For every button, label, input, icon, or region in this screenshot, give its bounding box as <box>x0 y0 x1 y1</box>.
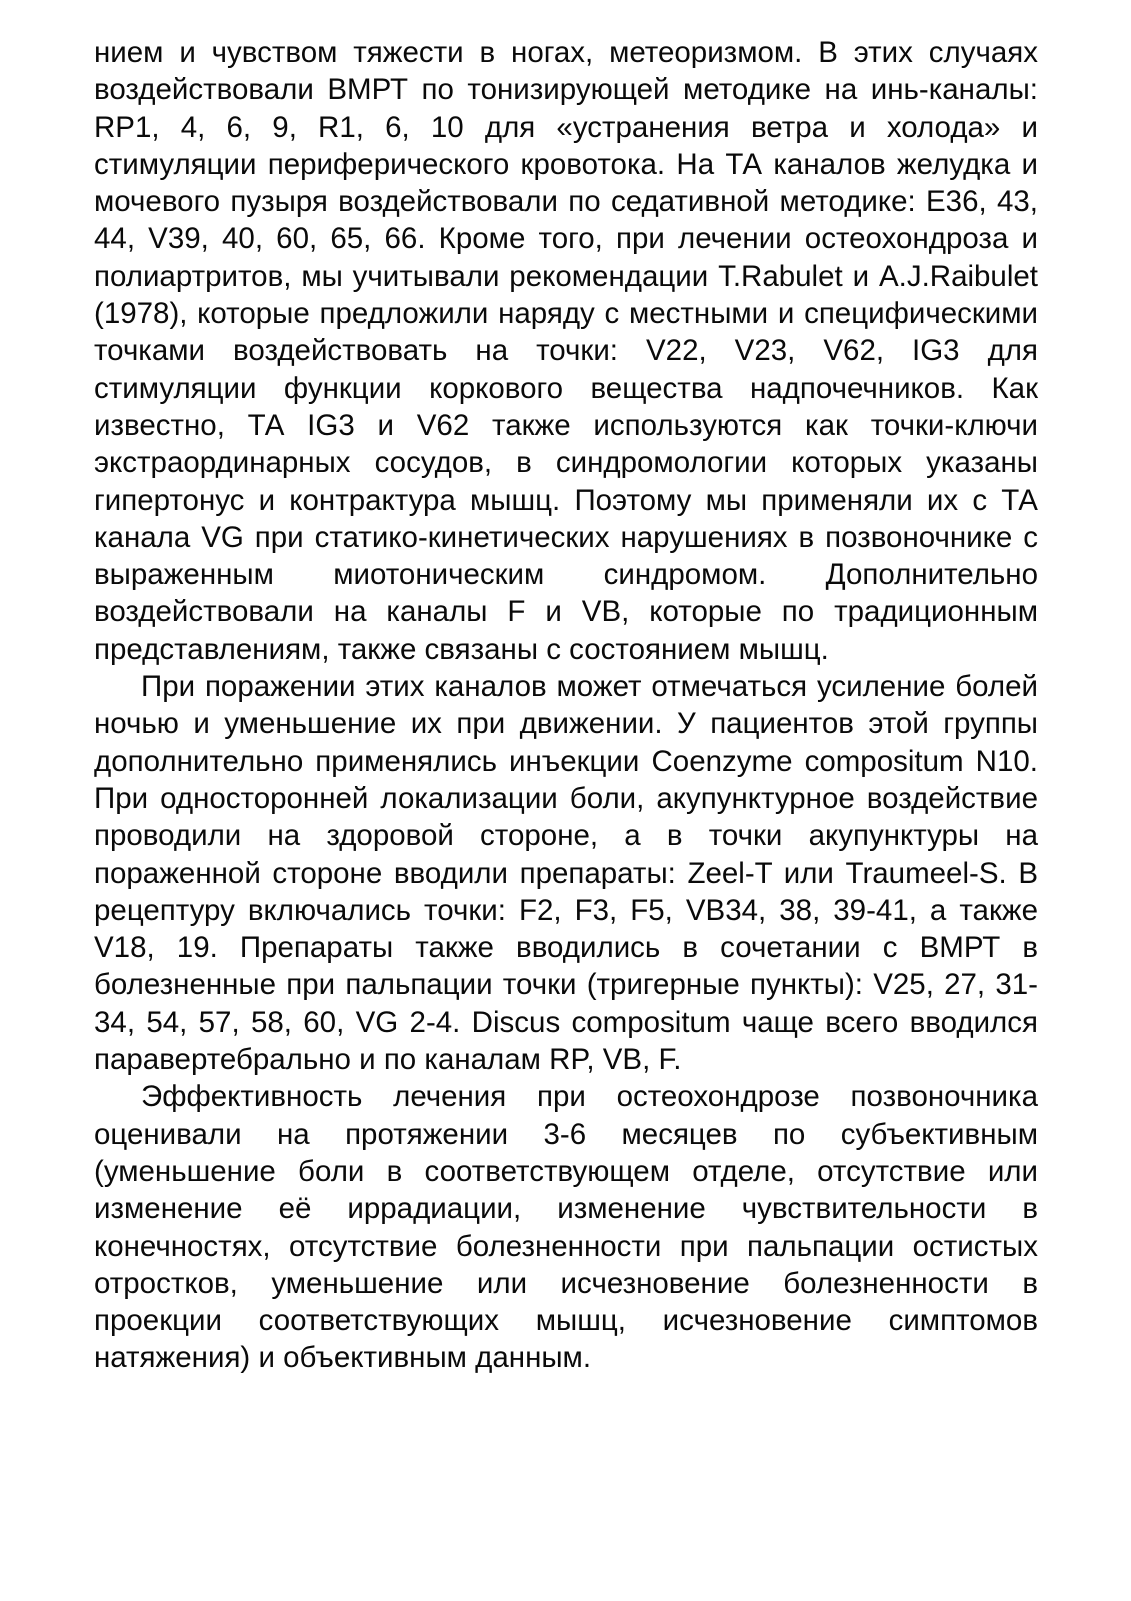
paragraph: Эффективность лечения при остеохондрозе позвоночника оценивали на протяжении 3-6 месяцев по субъективным (уменьшение боли в соответствующем отделе, отсутствие или изменение её иррадиации, изменение чувствительности в конечностях, отсутствие болезненности при пальпации остистых отростков, уменьшение или исчезновение болезненности в проекции соответствующих мышц, исчезновение симптомов натяжения) и объективным данным. <box>94 1080 1038 1375</box>
paragraph: При поражении этих каналов может отмечаться усиление болей ночью и уменьшение их при движении. У пациентов этой группы дополнительно применялись инъекции Coenzyme compositum N10. При односторонней локализации боли, акупунктурное воздействие проводили на здоровой стороне, а в точки акупунктуры на пораженной стороне вводили препараты: Zeel-T или Traumeel-S. В рецептуру включались точки: F2, F3, F5, VB34, 38, 39-41, а также V18, 19. Препараты также вводились в сочетании с ВМРТ в болезненные при пальпации точки (тригерные пункты): V25, 27, 31-34, 54, 57, 58, 60, VG 2-4. Discus compositum чаще всего вводился паравертебрально и по каналам RP, VB, F. <box>94 670 1038 1077</box>
paragraph: нием и чувством тяжести в ногах, метеоризмом. В этих случаях воздействовали ВМРТ по тонизирующей методике на инь-каналы: RP1, 4, 6, 9, R1, 6, 10 для «устранения ветра и холода» и стимуляции периферического кровотока. На ТА каналов желудка и мочевого пузыря воздействовали по седативной методике: Е36, 43, 44, V39, 40, 60, 65, 66. Кроме того, при лечении остеохондроза и полиартритов, мы учитывали рекомендации T.Rabulet и A.J.Raibulet (1978), которые предложили наряду с местными и специфическими точками воздействовать на точки: V22, V23, V62, IG3 для стимуляции функции коркового вещества надпочечников. Как известно, ТА IG3 и V62 также используются как точки-ключи экстраординарных сосудов, в синдромологии которых указаны гипертонус и контрактура мышц. Поэтому мы применяли их с ТА канала VG при статико-кинетических нарушениях в позвоночнике с выраженным миотоническим синдромом. Дополнительно воздействовали на каналы F и VB, которые по традиционным представлениям, также связаны с состоянием мышц. <box>94 36 1038 666</box>
document-page <box>94 34 1038 1377</box>
